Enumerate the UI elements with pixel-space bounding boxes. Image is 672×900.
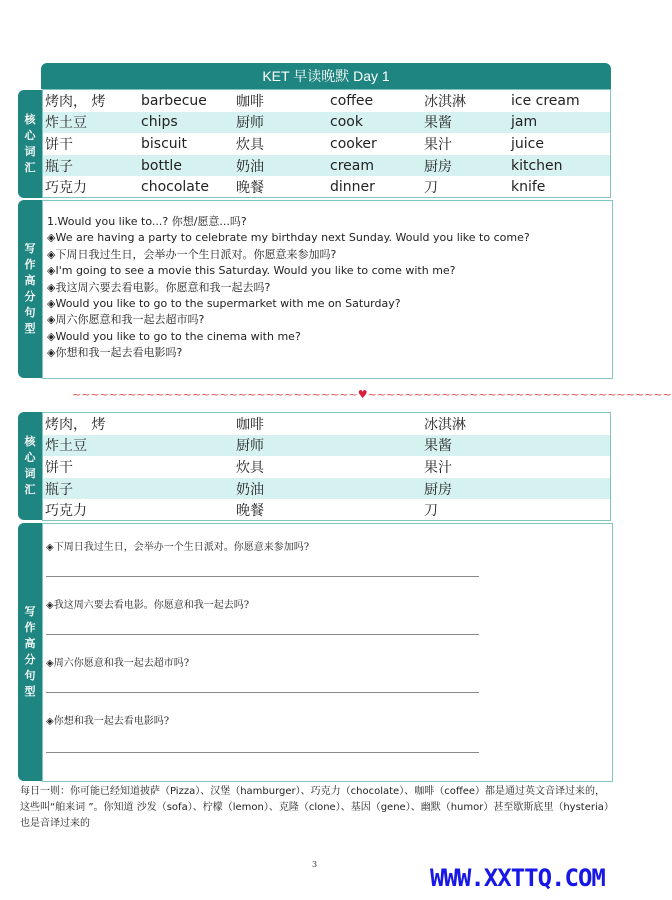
vocab-row: [43, 478, 610, 500]
vocab-en: chips: [141, 114, 178, 131]
vocab-row: [43, 456, 610, 478]
side-char: 作: [24, 258, 36, 271]
vocab-cn: 巧克力: [45, 180, 87, 197]
vocab-cn: 炸土豆: [45, 438, 87, 455]
answer-line[interactable]: [46, 634, 479, 635]
sentence: ◈We are having a party to celebrate my birthday next Sunday. Would you like to come?: [47, 231, 530, 245]
vocab-en: cream: [330, 157, 374, 174]
vocab-en: ice cream: [511, 92, 580, 109]
vocab-en: biscuit: [141, 135, 188, 152]
vocab-row: [43, 90, 610, 112]
side-char: 型: [24, 685, 36, 698]
vocab-cn: 饼干: [45, 136, 73, 153]
side-char: 汇: [24, 161, 36, 174]
vocab-cn: 奶油: [236, 158, 264, 175]
side-char: 核: [24, 435, 36, 448]
vocab-en: coffee: [330, 92, 374, 109]
vocab-cn: 炊具: [236, 136, 264, 153]
side-char: 心: [24, 129, 36, 142]
answer-line[interactable]: [46, 576, 479, 577]
sentence: ◈周六你愿意和我一起去超市吗?: [47, 313, 205, 327]
writing-side-label: [18, 200, 42, 378]
vocab-cn: 巧克力: [45, 503, 87, 520]
vocab-cn: 冰淇淋: [424, 416, 466, 433]
sentence: ◈你想和我一起去看电影吗?: [47, 346, 183, 360]
practice-prompt: ◈我这周六要去看电影。你愿意和我一起去吗?: [46, 600, 250, 611]
vocab-cn: 刀: [424, 503, 438, 520]
vocab-cn: 果酱: [424, 115, 452, 132]
vocab-cn: 炊具: [236, 459, 264, 476]
answer-line[interactable]: [46, 752, 479, 753]
vocab-en: jam: [511, 114, 538, 131]
side-char: 句: [24, 306, 36, 319]
side-char: 分: [24, 653, 36, 666]
vocab-cn: 厨师: [236, 438, 264, 455]
vocab-cn: 厨房: [424, 481, 452, 498]
vocab-cn: 冰淇淋: [424, 93, 466, 110]
vocab-en: juice: [511, 135, 544, 152]
page-title: KET 早读晚默 Day 1: [41, 63, 611, 89]
vocab-cn: 奶油: [236, 481, 264, 498]
vocab-row: [43, 413, 610, 435]
vocab-en: chocolate: [141, 179, 209, 196]
heart-icon: ♥: [357, 388, 368, 401]
vocab-row: [43, 499, 610, 521]
sentence: ◈下周日我过生日，会举办一个生日派对。你愿意来参加吗?: [47, 247, 337, 261]
vocab-en: knife: [511, 179, 546, 196]
sentence: ◈Would you like to go to the cinema with me?: [47, 329, 301, 343]
vocab-row: [43, 435, 610, 457]
page-number: 3: [312, 860, 318, 869]
vocab-cn: 烤肉， 烤: [45, 93, 106, 110]
vocab-cn: 厨师: [236, 115, 264, 132]
vocab-row: [43, 112, 610, 134]
vocab-cn: 晚餐: [236, 503, 264, 520]
wave-left: ~~~~~~~~~~~~~~~~~~~~~~~~~~~~~~~: [72, 388, 358, 401]
practice-prompt: ◈你想和我一起去看电影吗?: [46, 716, 170, 727]
vocab-row: [43, 176, 610, 198]
wavy-divider: [72, 388, 672, 401]
vocab-cn: 烤肉， 烤: [45, 416, 106, 433]
vocab-en: dinner: [330, 179, 375, 196]
vocab-cn: 咖啡: [236, 416, 264, 433]
side-char: 高: [24, 637, 36, 650]
side-char: 型: [24, 322, 36, 335]
practice-prompt: ◈周六你愿意和我一起去超市吗?: [46, 658, 190, 669]
vocab-cn: 咖啡: [236, 93, 264, 110]
vocab-cn: 瓶子: [45, 481, 73, 498]
vocab-cn: 晚餐: [236, 180, 264, 197]
sentence: ◈我这周六要去看电影。你愿意和我一起去吗?: [47, 280, 271, 294]
vocab-en: cooker: [330, 135, 377, 152]
sentence-box: [42, 200, 613, 379]
vocab-table: [42, 89, 611, 198]
vocab-cn: 果酱: [424, 438, 452, 455]
sentence: 1.Would you like to...? 你想/愿意...吗?: [47, 215, 247, 228]
vocab-cn: 饼干: [45, 459, 73, 476]
side-char: 词: [24, 145, 36, 158]
vocab-side-label-2: [18, 412, 42, 520]
writing-side-label-2: [18, 523, 42, 781]
vocab-en: cook: [330, 114, 363, 131]
sentence: ◈I'm going to see a movie this Saturday. Would you like to come with me?: [47, 264, 456, 278]
side-char: 词: [24, 467, 36, 480]
side-char: 核: [24, 113, 36, 126]
wave-right: ~~~~~~~~~~~~~~~~~~~~~~~~~~~~~~~~~: [367, 388, 672, 401]
brand-watermark: WWW.XXTTQ.COM: [430, 864, 605, 892]
vocab-en: bottle: [141, 157, 182, 174]
vocab-en: barbecue: [141, 92, 207, 109]
vocab-en: kitchen: [511, 157, 563, 174]
vocab-cn: 厨房: [424, 158, 452, 175]
sentence: ◈Would you like to go to the supermarket with me on Saturday?: [47, 297, 401, 311]
side-char: 汇: [24, 483, 36, 496]
practice-box: [42, 523, 613, 782]
vocab-cn: 炸土豆: [45, 115, 87, 132]
vocab-table-blank: [42, 412, 611, 521]
side-char: 心: [24, 451, 36, 464]
side-char: 高: [24, 274, 36, 287]
answer-line[interactable]: [46, 692, 479, 693]
daily-note: 每日一则：你可能已经知道披萨（Pizza）、汉堡（hamburger）、巧克力（chocolate）、咖啡（coffee）都是通过英文音译过来的，这些叫“舶来词 ”。你知道 沙发（sofa）、柠檬（lemon）、克隆（clone）、基因（gene）、幽默（humor）甚至歇斯底里（hysteria）也是音译过来的: [20, 786, 609, 829]
side-char: 写: [24, 242, 36, 255]
side-char: 分: [24, 290, 36, 303]
vocab-cn: 刀: [424, 180, 438, 197]
side-char: 句: [24, 669, 36, 682]
vocab-side-label: [18, 90, 42, 198]
vocab-row: [43, 155, 610, 177]
side-char: 写: [24, 605, 36, 618]
practice-prompt: ◈下周日我过生日，会举办一个生日派对。你愿意来参加吗?: [46, 542, 310, 553]
vocab-cn: 果汁: [424, 136, 452, 153]
vocab-cn: 果汁: [424, 459, 452, 476]
vocab-row: [43, 133, 610, 155]
vocab-cn: 瓶子: [45, 158, 73, 175]
side-char: 作: [24, 621, 36, 634]
